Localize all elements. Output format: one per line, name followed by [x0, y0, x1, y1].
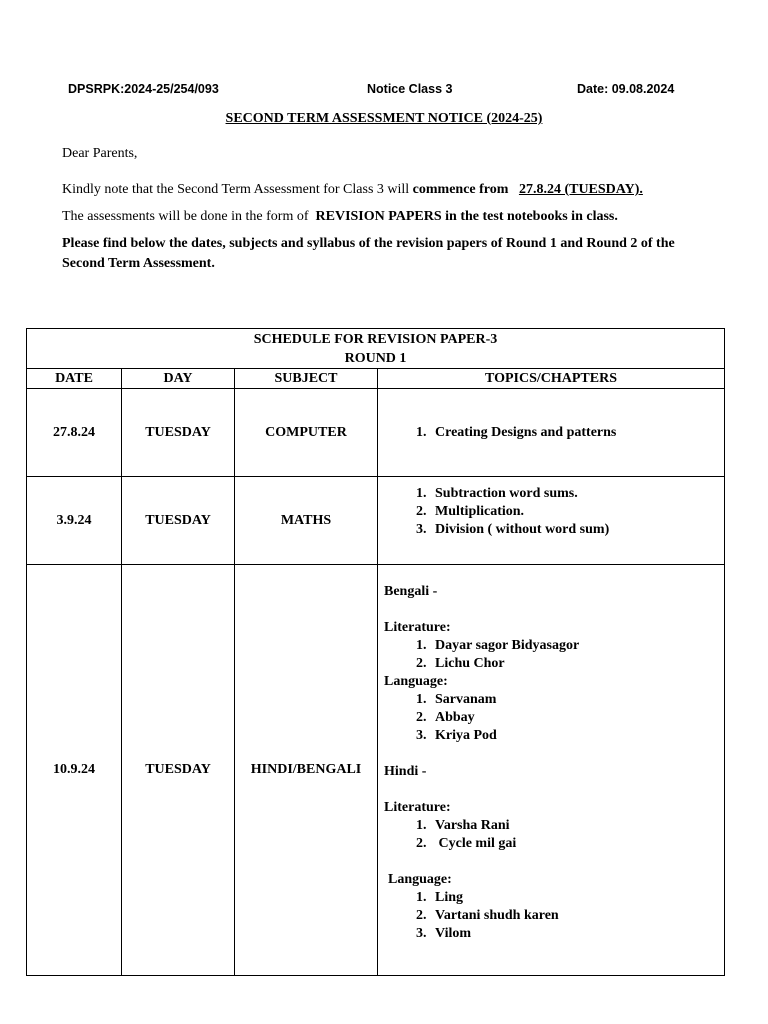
topic-item: 2. Lichu Chor	[430, 655, 724, 673]
row-day: TUESDAY	[122, 389, 235, 477]
topic-item: 1. Varsha Rani	[430, 817, 724, 835]
bengali-language-label: Language:	[384, 674, 448, 689]
bengali-literature-label: Literature:	[384, 620, 451, 635]
row-day: TUESDAY	[122, 477, 235, 565]
row-date: 27.8.24	[27, 389, 122, 477]
paragraph-instructions: Please find below the dates, subjects and syllabus of the revision papers of Round 1 and Round 2 of the Second Term Assessment.	[62, 236, 675, 271]
notice-class: Notice Class 3	[367, 82, 453, 96]
notice-title: SECOND TERM ASSESSMENT NOTICE (2024-25)	[225, 111, 543, 126]
topic-item: 3. Vilom	[430, 925, 724, 943]
topic-item: 1. Creating Designs and patterns	[430, 424, 724, 442]
row-topics	[378, 389, 725, 477]
paragraph-commence: Kindly note that the Second Term Assessment for Class 3 will commence from 27.8.24 (TUESDAY).	[62, 182, 643, 197]
table-header-row	[27, 369, 725, 389]
table-row	[27, 565, 725, 976]
topic-item: 1. Ling	[430, 889, 724, 907]
bengali-heading: Bengali -	[384, 584, 438, 599]
topic-item: 3. Division ( without word sum)	[430, 521, 724, 539]
greeting: Dear Parents,	[62, 146, 138, 161]
row-topics	[378, 477, 725, 565]
column-header-topics: TOPICS/CHAPTERS	[378, 369, 725, 389]
reference-number: DPSRPK:2024-25/254/093	[68, 82, 219, 96]
table-caption: SCHEDULE FOR REVISION PAPER-3 ROUND 1	[27, 329, 725, 369]
row-date: 3.9.24	[27, 477, 122, 565]
row-subject: COMPUTER	[235, 389, 378, 477]
topic-item: 3. Kriya Pod	[430, 727, 724, 745]
hindi-language-label: Language:	[388, 872, 452, 887]
row-topics	[378, 565, 725, 976]
row-subject: HINDI/BENGALI	[235, 565, 378, 976]
column-header-date: DATE	[27, 369, 122, 389]
table-row	[27, 389, 725, 477]
topic-item: 2. Abbay	[430, 709, 724, 727]
column-header-subject: SUBJECT	[235, 369, 378, 389]
topic-item: 1. Dayar sagor Bidyasagor	[430, 637, 724, 655]
paragraph-format: The assessments will be done in the form of REVISION PAPERS in the test notebooks in class.	[62, 209, 618, 224]
topic-item: 2. Cycle mil gai	[430, 835, 724, 853]
topic-item: 2. Multiplication.	[430, 503, 724, 521]
commence-date: 27.8.24 (TUESDAY).	[518, 182, 643, 197]
hindi-literature-label: Literature:	[384, 800, 451, 815]
column-header-day: DAY	[122, 369, 235, 389]
topic-item: 2. Vartani shudh karen	[430, 907, 724, 925]
row-subject: MATHS	[235, 477, 378, 565]
hindi-heading: Hindi -	[384, 764, 427, 779]
topic-item: 1. Sarvanam	[430, 691, 724, 709]
row-date: 10.9.24	[27, 565, 122, 976]
schedule-table	[26, 328, 725, 976]
notice-date: Date: 09.08.2024	[577, 82, 675, 96]
table-row	[27, 477, 725, 565]
topic-item: 1. Subtraction word sums.	[430, 485, 724, 503]
row-day: TUESDAY	[122, 565, 235, 976]
